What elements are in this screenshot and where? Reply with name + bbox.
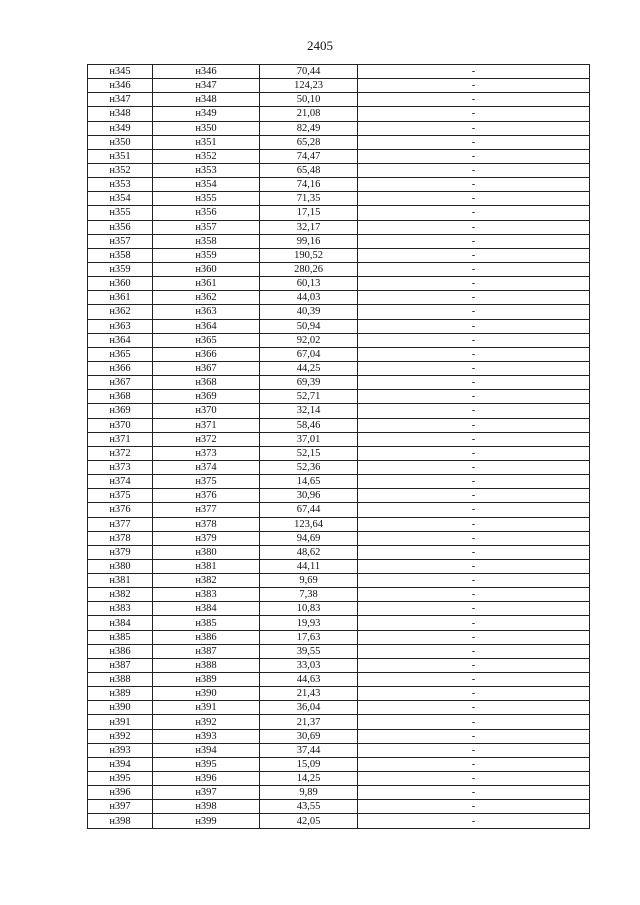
note-cell: - — [358, 489, 590, 503]
to-point-cell: н354 — [153, 178, 260, 192]
from-point-cell: н363 — [88, 319, 153, 333]
from-point-cell: н386 — [88, 644, 153, 658]
table-row — [88, 163, 590, 177]
table-row — [88, 517, 590, 531]
length-cell: 60,13 — [260, 277, 358, 291]
to-point-cell: н393 — [153, 729, 260, 743]
length-cell: 40,39 — [260, 305, 358, 319]
note-cell: - — [358, 616, 590, 630]
note-cell: - — [358, 220, 590, 234]
from-point-cell: н378 — [88, 531, 153, 545]
table-row — [88, 475, 590, 489]
from-point-cell: н373 — [88, 460, 153, 474]
length-cell: 37,44 — [260, 743, 358, 757]
length-cell: 36,04 — [260, 701, 358, 715]
from-point-cell: н382 — [88, 588, 153, 602]
note-cell: - — [358, 446, 590, 460]
to-point-cell: н384 — [153, 602, 260, 616]
from-point-cell: н346 — [88, 79, 153, 93]
from-point-cell: н369 — [88, 404, 153, 418]
to-point-cell: н382 — [153, 574, 260, 588]
to-point-cell: н386 — [153, 630, 260, 644]
to-point-cell: н380 — [153, 545, 260, 559]
length-cell: 67,44 — [260, 503, 358, 517]
to-point-cell: н391 — [153, 701, 260, 715]
to-point-cell: н394 — [153, 743, 260, 757]
from-point-cell: н381 — [88, 574, 153, 588]
to-point-cell: н346 — [153, 65, 260, 79]
note-cell: - — [358, 743, 590, 757]
note-cell: - — [358, 192, 590, 206]
from-point-cell: н391 — [88, 715, 153, 729]
from-point-cell: н366 — [88, 361, 153, 375]
to-point-cell: н377 — [153, 503, 260, 517]
table-row — [88, 135, 590, 149]
table-row — [88, 220, 590, 234]
page-number: 2405 — [307, 38, 333, 53]
to-point-cell: н361 — [153, 277, 260, 291]
from-point-cell: н384 — [88, 616, 153, 630]
length-cell: 37,01 — [260, 432, 358, 446]
length-cell: 33,03 — [260, 658, 358, 672]
from-point-cell: н397 — [88, 800, 153, 814]
table-row — [88, 658, 590, 672]
to-point-cell: н398 — [153, 800, 260, 814]
note-cell: - — [358, 291, 590, 305]
to-point-cell: н395 — [153, 757, 260, 771]
to-point-cell: н388 — [153, 658, 260, 672]
table-row — [88, 588, 590, 602]
note-cell: - — [358, 559, 590, 573]
length-cell: 50,94 — [260, 319, 358, 333]
to-point-cell: н399 — [153, 814, 260, 828]
table-row — [88, 673, 590, 687]
from-point-cell: н362 — [88, 305, 153, 319]
from-point-cell: н350 — [88, 135, 153, 149]
table-row — [88, 701, 590, 715]
note-cell: - — [358, 545, 590, 559]
table-row — [88, 814, 590, 828]
from-point-cell: н367 — [88, 376, 153, 390]
from-point-cell: н395 — [88, 772, 153, 786]
from-point-cell: н375 — [88, 489, 153, 503]
length-cell: 44,03 — [260, 291, 358, 305]
note-cell: - — [358, 715, 590, 729]
table-row — [88, 545, 590, 559]
to-point-cell: н397 — [153, 786, 260, 800]
from-point-cell: н383 — [88, 602, 153, 616]
table-row — [88, 291, 590, 305]
length-cell: 67,04 — [260, 347, 358, 361]
from-point-cell: н347 — [88, 93, 153, 107]
table-row — [88, 121, 590, 135]
from-point-cell: н394 — [88, 757, 153, 771]
from-point-cell: н361 — [88, 291, 153, 305]
note-cell: - — [358, 163, 590, 177]
length-cell: 52,71 — [260, 390, 358, 404]
to-point-cell: н363 — [153, 305, 260, 319]
length-cell: 42,05 — [260, 814, 358, 828]
note-cell: - — [358, 531, 590, 545]
note-cell: - — [358, 658, 590, 672]
table-row — [88, 432, 590, 446]
table-row — [88, 559, 590, 573]
length-cell: 19,93 — [260, 616, 358, 630]
note-cell: - — [358, 602, 590, 616]
to-point-cell: н366 — [153, 347, 260, 361]
length-cell: 17,15 — [260, 206, 358, 220]
note-cell: - — [358, 729, 590, 743]
length-cell: 17,63 — [260, 630, 358, 644]
note-cell: - — [358, 503, 590, 517]
table-row — [88, 178, 590, 192]
length-cell: 30,96 — [260, 489, 358, 503]
length-cell: 15,09 — [260, 757, 358, 771]
note-cell: - — [358, 277, 590, 291]
note-cell: - — [358, 135, 590, 149]
note-cell: - — [358, 687, 590, 701]
from-point-cell: н354 — [88, 192, 153, 206]
to-point-cell: н357 — [153, 220, 260, 234]
note-cell: - — [358, 107, 590, 121]
to-point-cell: н374 — [153, 460, 260, 474]
to-point-cell: н349 — [153, 107, 260, 121]
length-cell: 39,55 — [260, 644, 358, 658]
table-row — [88, 376, 590, 390]
table-row — [88, 743, 590, 757]
length-cell: 92,02 — [260, 333, 358, 347]
table-row — [88, 319, 590, 333]
from-point-cell: н365 — [88, 347, 153, 361]
length-cell: 65,48 — [260, 163, 358, 177]
from-point-cell: н355 — [88, 206, 153, 220]
table-row — [88, 361, 590, 375]
note-cell: - — [358, 588, 590, 602]
note-cell: - — [358, 347, 590, 361]
to-point-cell: н362 — [153, 291, 260, 305]
from-point-cell: н353 — [88, 178, 153, 192]
length-cell: 21,08 — [260, 107, 358, 121]
length-cell: 94,69 — [260, 531, 358, 545]
to-point-cell: н396 — [153, 772, 260, 786]
to-point-cell: н383 — [153, 588, 260, 602]
from-point-cell: н377 — [88, 517, 153, 531]
to-point-cell: н367 — [153, 361, 260, 375]
length-cell: 44,25 — [260, 361, 358, 375]
to-point-cell: н379 — [153, 531, 260, 545]
length-cell: 74,47 — [260, 149, 358, 163]
table-row — [88, 616, 590, 630]
from-point-cell: н396 — [88, 786, 153, 800]
table-row — [88, 729, 590, 743]
to-point-cell: н381 — [153, 559, 260, 573]
table-row — [88, 786, 590, 800]
from-point-cell: н357 — [88, 234, 153, 248]
table-row — [88, 390, 590, 404]
length-cell: 50,10 — [260, 93, 358, 107]
length-cell: 44,63 — [260, 673, 358, 687]
note-cell: - — [358, 361, 590, 375]
to-point-cell: н358 — [153, 234, 260, 248]
boundary-segments-table — [87, 64, 590, 829]
note-cell: - — [358, 333, 590, 347]
length-cell: 70,44 — [260, 65, 358, 79]
from-point-cell: н370 — [88, 418, 153, 432]
note-cell: - — [358, 390, 590, 404]
from-point-cell: н358 — [88, 248, 153, 262]
table-row — [88, 277, 590, 291]
table-row — [88, 757, 590, 771]
length-cell: 52,36 — [260, 460, 358, 474]
note-cell: - — [358, 93, 590, 107]
to-point-cell: н378 — [153, 517, 260, 531]
from-point-cell: н359 — [88, 262, 153, 276]
table-row — [88, 79, 590, 93]
length-cell: 71,35 — [260, 192, 358, 206]
length-cell: 14,65 — [260, 475, 358, 489]
to-point-cell: н365 — [153, 333, 260, 347]
length-cell: 124,23 — [260, 79, 358, 93]
length-cell: 32,14 — [260, 404, 358, 418]
note-cell: - — [358, 305, 590, 319]
note-cell: - — [358, 248, 590, 262]
to-point-cell: н351 — [153, 135, 260, 149]
note-cell: - — [358, 79, 590, 93]
note-cell: - — [358, 121, 590, 135]
to-point-cell: н389 — [153, 673, 260, 687]
to-point-cell: н376 — [153, 489, 260, 503]
table-row — [88, 446, 590, 460]
from-point-cell: н388 — [88, 673, 153, 687]
from-point-cell: н398 — [88, 814, 153, 828]
note-cell: - — [358, 65, 590, 79]
from-point-cell: н368 — [88, 390, 153, 404]
note-cell: - — [358, 178, 590, 192]
note-cell: - — [358, 234, 590, 248]
to-point-cell: н364 — [153, 319, 260, 333]
note-cell: - — [358, 319, 590, 333]
from-point-cell: н393 — [88, 743, 153, 757]
table-row — [88, 149, 590, 163]
table-row — [88, 248, 590, 262]
length-cell: 123,64 — [260, 517, 358, 531]
to-point-cell: н390 — [153, 687, 260, 701]
table-row — [88, 460, 590, 474]
note-cell: - — [358, 701, 590, 715]
table-row — [88, 305, 590, 319]
length-cell: 99,16 — [260, 234, 358, 248]
table-row — [88, 503, 590, 517]
from-point-cell: н380 — [88, 559, 153, 573]
to-point-cell: н369 — [153, 390, 260, 404]
length-cell: 280,26 — [260, 262, 358, 276]
table-row — [88, 644, 590, 658]
note-cell: - — [358, 814, 590, 828]
to-point-cell: н356 — [153, 206, 260, 220]
from-point-cell: н348 — [88, 107, 153, 121]
note-cell: - — [358, 149, 590, 163]
from-point-cell: н349 — [88, 121, 153, 135]
table-row — [88, 404, 590, 418]
from-point-cell: н364 — [88, 333, 153, 347]
from-point-cell: н387 — [88, 658, 153, 672]
to-point-cell: н352 — [153, 149, 260, 163]
to-point-cell: н370 — [153, 404, 260, 418]
from-point-cell: н360 — [88, 277, 153, 291]
table-row — [88, 574, 590, 588]
table-row — [88, 602, 590, 616]
note-cell: - — [358, 757, 590, 771]
length-cell: 14,25 — [260, 772, 358, 786]
table-row — [88, 800, 590, 814]
length-cell: 52,15 — [260, 446, 358, 460]
length-cell: 69,39 — [260, 376, 358, 390]
length-cell: 21,43 — [260, 687, 358, 701]
to-point-cell: н373 — [153, 446, 260, 460]
to-point-cell: н387 — [153, 644, 260, 658]
length-cell: 43,55 — [260, 800, 358, 814]
table-row — [88, 630, 590, 644]
length-cell: 65,28 — [260, 135, 358, 149]
to-point-cell: н375 — [153, 475, 260, 489]
note-cell: - — [358, 418, 590, 432]
length-cell: 7,38 — [260, 588, 358, 602]
from-point-cell: н392 — [88, 729, 153, 743]
from-point-cell: н371 — [88, 432, 153, 446]
table-row — [88, 262, 590, 276]
length-cell: 44,11 — [260, 559, 358, 573]
from-point-cell: н352 — [88, 163, 153, 177]
length-cell: 21,37 — [260, 715, 358, 729]
from-point-cell: н356 — [88, 220, 153, 234]
length-cell: 9,89 — [260, 786, 358, 800]
table-row — [88, 531, 590, 545]
from-point-cell: н385 — [88, 630, 153, 644]
length-cell: 32,17 — [260, 220, 358, 234]
table-row — [88, 687, 590, 701]
length-cell: 82,49 — [260, 121, 358, 135]
length-cell: 58,46 — [260, 418, 358, 432]
to-point-cell: н360 — [153, 262, 260, 276]
note-cell: - — [358, 786, 590, 800]
length-cell: 190,52 — [260, 248, 358, 262]
table-row — [88, 206, 590, 220]
note-cell: - — [358, 517, 590, 531]
note-cell: - — [358, 800, 590, 814]
table-row — [88, 234, 590, 248]
to-point-cell: н372 — [153, 432, 260, 446]
to-point-cell: н348 — [153, 93, 260, 107]
table-row — [88, 192, 590, 206]
table-row — [88, 489, 590, 503]
table-body — [88, 65, 590, 829]
note-cell: - — [358, 206, 590, 220]
note-cell: - — [358, 673, 590, 687]
length-cell: 30,69 — [260, 729, 358, 743]
from-point-cell: н389 — [88, 687, 153, 701]
to-point-cell: н392 — [153, 715, 260, 729]
from-point-cell: н390 — [88, 701, 153, 715]
to-point-cell: н371 — [153, 418, 260, 432]
length-cell: 9,69 — [260, 574, 358, 588]
length-cell: 10,83 — [260, 602, 358, 616]
from-point-cell: н376 — [88, 503, 153, 517]
to-point-cell: н359 — [153, 248, 260, 262]
note-cell: - — [358, 772, 590, 786]
note-cell: - — [358, 432, 590, 446]
from-point-cell: н351 — [88, 149, 153, 163]
table-row — [88, 772, 590, 786]
table-row — [88, 93, 590, 107]
to-point-cell: н350 — [153, 121, 260, 135]
length-cell: 74,16 — [260, 178, 358, 192]
note-cell: - — [358, 630, 590, 644]
from-point-cell: н379 — [88, 545, 153, 559]
note-cell: - — [358, 404, 590, 418]
to-point-cell: н347 — [153, 79, 260, 93]
note-cell: - — [358, 574, 590, 588]
note-cell: - — [358, 475, 590, 489]
to-point-cell: н368 — [153, 376, 260, 390]
table-row — [88, 333, 590, 347]
length-cell: 48,62 — [260, 545, 358, 559]
note-cell: - — [358, 460, 590, 474]
note-cell: - — [358, 376, 590, 390]
table-row — [88, 715, 590, 729]
table-row — [88, 347, 590, 361]
from-point-cell: н374 — [88, 475, 153, 489]
to-point-cell: н385 — [153, 616, 260, 630]
table-row — [88, 107, 590, 121]
table-row — [88, 418, 590, 432]
to-point-cell: н355 — [153, 192, 260, 206]
to-point-cell: н353 — [153, 163, 260, 177]
note-cell: - — [358, 644, 590, 658]
table-row — [88, 65, 590, 79]
note-cell: - — [358, 262, 590, 276]
from-point-cell: н372 — [88, 446, 153, 460]
from-point-cell: н345 — [88, 65, 153, 79]
